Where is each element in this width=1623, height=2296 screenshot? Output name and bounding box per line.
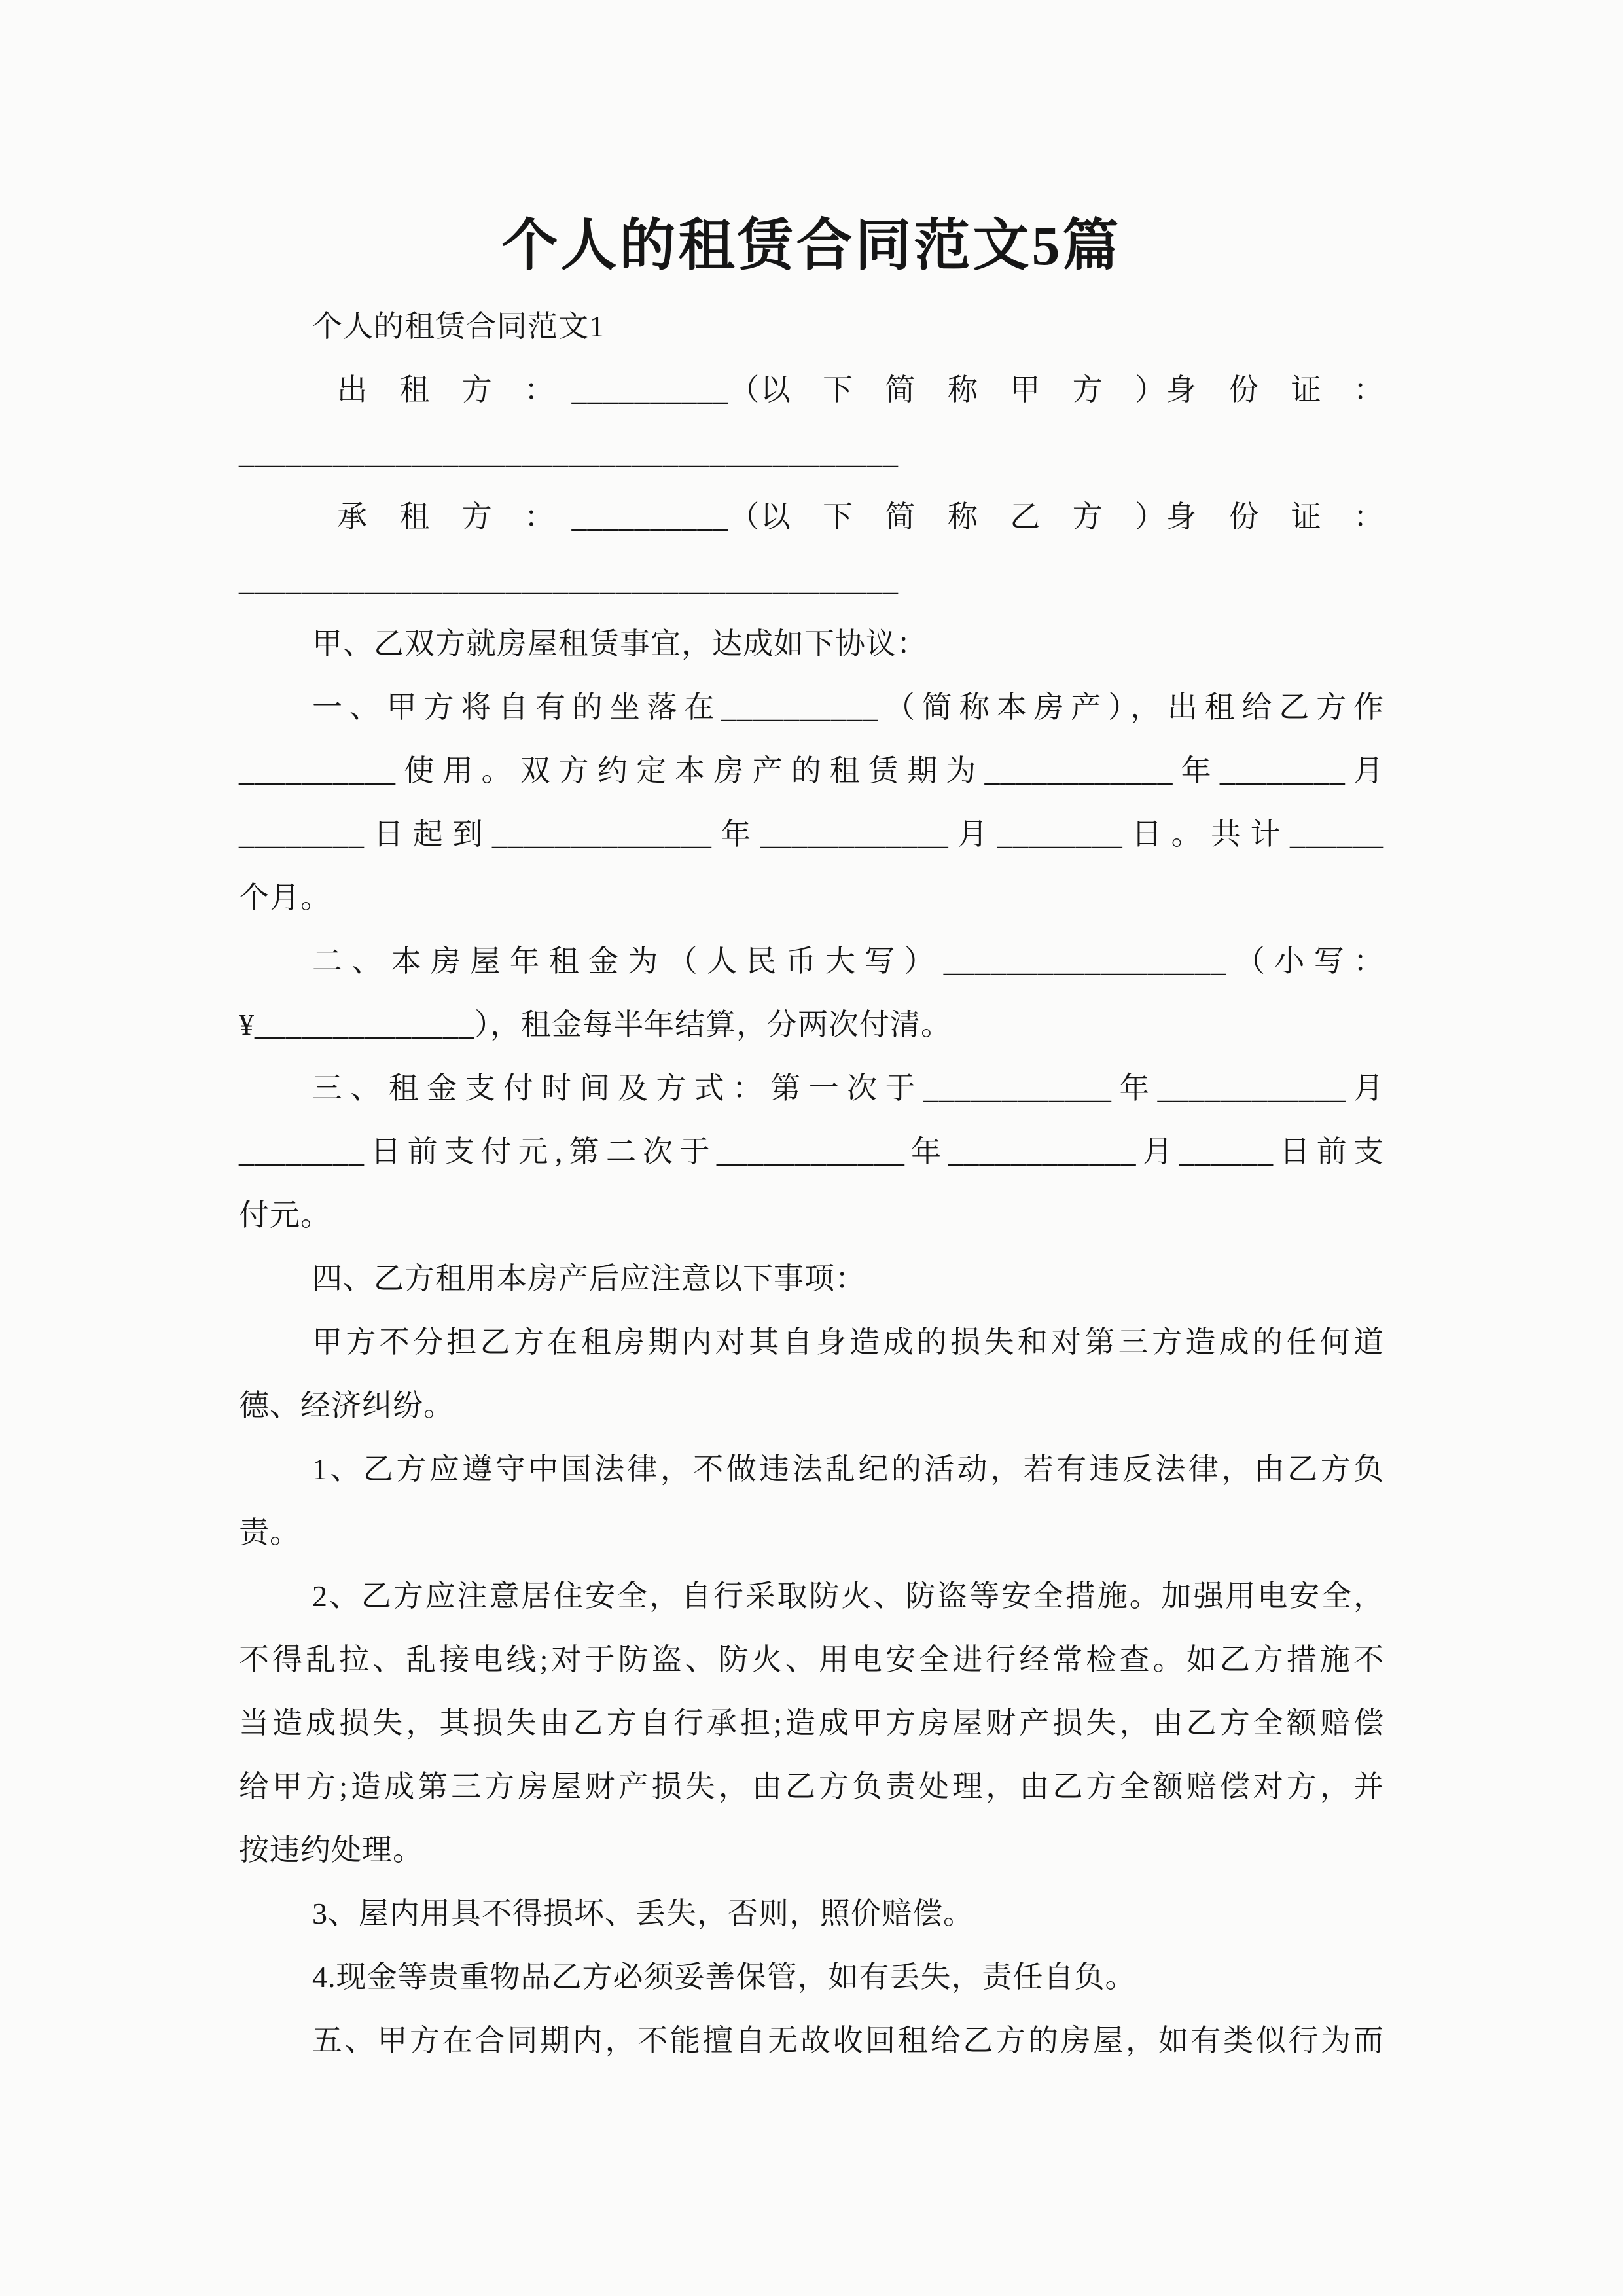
clause-1: 一、甲方将自有的坐落在__________（简称本房产），出租给乙方作 xyxy=(312,691,1384,724)
clause-4: 四、乙方租用本房产后应注意以下事项： xyxy=(312,1262,866,1295)
clause-4-item-1: 责。 xyxy=(239,1516,300,1549)
document-title: 个人的租赁合同范文5篇 xyxy=(501,214,1122,277)
clause-4: 甲方不分担乙方在租房期内对其自身造成的损失和对第三方造成的任何道 xyxy=(312,1325,1384,1359)
document-lines xyxy=(239,358,1384,2072)
clause-5: 五、甲方在合同期内，不能擅自无故收回租给乙方的房屋，如有类似行为而 xyxy=(312,2024,1384,2057)
clause-1: __________使用。双方约定本房产的租赁期为____________年________月 xyxy=(239,754,1384,787)
clause-3: ________日前支付元,第二次于____________年____________月______日前支 xyxy=(239,1135,1384,1168)
clause-4-item-2: 当造成损失，其损失由乙方自行承担;造成甲方房屋财产损失，由乙方全额赔偿 xyxy=(239,1706,1384,1740)
clause-4-item-2: 不得乱拉、乱接电线;对于防盗、防火、用电安全进行经常检查。如乙方措施不 xyxy=(239,1643,1384,1676)
clause-3: 三、租金支付时间及方式：第一次于____________年____________月 xyxy=(312,1071,1384,1105)
lessor-line: 出 租 方 ： __________（以 下 简 称 甲 方 ）身 份 证 ： xyxy=(337,373,1384,406)
agreement-intro: 甲、乙双方就房屋租赁事宜，达成如下协议： xyxy=(312,627,927,660)
clause-4: 德、经济纠纷。 xyxy=(239,1389,454,1422)
clause-1: 个月。 xyxy=(239,881,331,914)
clause-3: 付元。 xyxy=(239,1198,331,1232)
clause-4-item-2: 2、乙方应注意居住安全，自行采取防火、防盗等安全措施。加强用电安全， xyxy=(312,1579,1384,1613)
clause-4-item-1: 1、乙方应遵守中国法律，不做违法乱纪的活动，若有违反法律，由乙方负 xyxy=(312,1452,1384,1486)
clause-4-item-4: 4.现金等贵重物品乙方必须妥善保管，如有丢失，责任自负。 xyxy=(312,1960,1136,1994)
document-subtitle: 个人的租赁合同范文1 xyxy=(312,310,605,343)
clause-2: ¥______________），租金每半年结算，分两次付清。 xyxy=(239,1008,952,1041)
clause-4-item-3: 3、屋内用具不得损坏、丢失，否则，照价赔偿。 xyxy=(312,1897,974,1930)
clause-4-item-2: 按违约处理。 xyxy=(239,1833,423,1867)
clause-2: 二、本房屋年租金为（人民币大写）__________________（小写： xyxy=(312,944,1384,978)
lessee-line: 承 租 方 ： __________（以 下 简 称 乙 方 ）身 份 证 ： xyxy=(337,500,1384,533)
clause-1: ________日起到______________年____________月________日。共计______ xyxy=(239,817,1384,851)
blank-underline: __________________________________________ xyxy=(239,437,899,470)
blank-underline: __________________________________________ xyxy=(239,564,899,597)
clause-4-item-2: 给甲方;造成第三方房屋财产损失，由乙方负责处理，由乙方全额赔偿对方，并 xyxy=(239,1770,1384,1803)
